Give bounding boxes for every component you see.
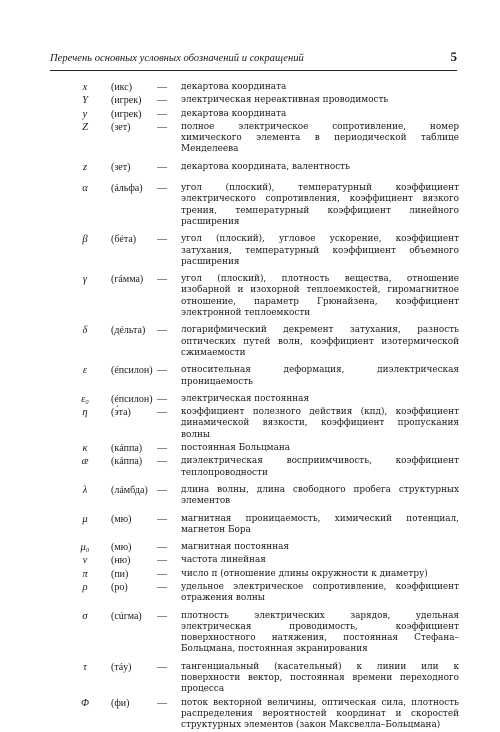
symbol-name: (сúгма): [111, 610, 142, 622]
list-item: [50, 274, 460, 319]
dash: —: [157, 274, 167, 286]
list-item: [50, 555, 460, 566]
symbol-name: (лáмбда): [111, 484, 148, 496]
symbol-name: (зет): [111, 121, 131, 133]
dash: —: [157, 568, 167, 580]
symbol-name: (гáмма): [111, 274, 144, 286]
symbol-name: (éпсилон): [111, 393, 153, 405]
header-rule: [50, 70, 457, 71]
list-item: [50, 662, 460, 696]
symbol-list: [50, 82, 460, 732]
symbol: ν: [82, 555, 88, 567]
symbol: δ: [82, 325, 88, 337]
definition: декартова координата: [181, 82, 287, 92]
symbol-name: (éпсилон): [111, 365, 153, 377]
symbol: z: [82, 161, 88, 173]
list-item: [50, 325, 460, 359]
definition: удельное электрическое сопротивление, коэффициент отражения волны: [181, 581, 459, 604]
dash: —: [157, 234, 167, 246]
definition: полное электрическое сопротивление, номер химического элемента в периодической таблице Менделеева: [181, 121, 459, 155]
symbol: ε₀: [81, 393, 89, 405]
symbol-name: (игрек): [111, 108, 142, 120]
definition: угол (плоский), угловое ускорение, коэффициент затухания, температурный коэффициент объемного расширения: [181, 234, 459, 267]
symbol-name: (мю): [111, 513, 132, 525]
symbol-name: (мю): [111, 542, 132, 554]
symbol-name: (ро): [111, 581, 128, 593]
header-title: Перечень основных условных обозначений и сокращений: [50, 53, 304, 64]
dash: —: [157, 581, 167, 593]
definition: магнитная постоянная: [181, 542, 290, 553]
symbol-name: (фи): [111, 697, 130, 709]
dash: —: [157, 697, 167, 709]
dash: —: [157, 513, 167, 525]
dash: —: [157, 393, 167, 405]
symbol: β: [82, 234, 88, 246]
list-item: [50, 542, 460, 553]
symbol: Y: [82, 95, 88, 107]
list-item: [50, 183, 460, 228]
page-number: 5: [450, 49, 457, 64]
list-item: [50, 582, 460, 605]
definition: плотность электрических зарядов, удельная электрическая проводимость, коэффициент поверхностного натяжения, постоянная Стефана–Больцмана, постоянная экранирования: [181, 610, 459, 655]
list-item: [50, 407, 460, 441]
list-item: [50, 109, 460, 120]
symbol-name: (э́та): [111, 407, 131, 419]
dash: —: [157, 542, 167, 554]
list-item: [50, 122, 460, 156]
symbol-name: (ню): [111, 555, 131, 567]
symbol: κ: [82, 443, 88, 455]
definition: магнитная проницаемость, химический потенциал, магнетон Бора: [181, 513, 459, 535]
dash: —: [157, 610, 167, 622]
definition: электрическая нереактивная проводимость: [181, 95, 389, 106]
definition: относительная деформация, диэлектрическая проницаемость: [181, 365, 459, 387]
definition: диэлектрическая восприимчивость, коэффициент теплопроводности: [181, 456, 459, 478]
dash: —: [157, 456, 167, 468]
dash: —: [157, 325, 167, 337]
symbol: μ: [82, 513, 88, 525]
symbol-name: (áльфа): [111, 183, 143, 195]
definition: тангенциальный (касательный) к линии или к поверхности вектор, постоянная времени переходного процесса: [181, 661, 459, 695]
list-item: [50, 485, 460, 508]
definition: угол (плоский), плотность вещества, отношение изобарной и изохорной теплоемкостей, гиромагнитное отношение, параметр Грюнайзена, коэффициент электронной теплоемкости: [181, 274, 459, 319]
dash: —: [157, 443, 167, 455]
list-item: [50, 162, 460, 173]
definition: коэффициент полезного действия (кпд), коэффициент динамической вязкости, коэффициент пропускания волны: [181, 407, 459, 440]
symbol-name: (пи): [111, 568, 129, 580]
list-item: [50, 698, 460, 732]
dash: —: [157, 95, 167, 107]
symbol: Z: [82, 121, 88, 133]
dash: —: [157, 555, 167, 567]
definition: электрическая постоянная: [181, 393, 310, 404]
definition: декартова координата: [181, 108, 287, 119]
symbol: ρ: [82, 581, 88, 593]
list-item: [50, 456, 460, 479]
symbol: λ: [82, 484, 88, 496]
dash: —: [157, 183, 167, 195]
symbol: η: [82, 407, 88, 419]
definition: постоянная Больцмана: [181, 443, 291, 454]
symbol-name: (зет): [111, 161, 131, 173]
list-item: [50, 514, 460, 537]
symbol: y: [82, 108, 88, 120]
symbol: π: [82, 568, 88, 580]
definition: длина волны, длина свободного пробега структурных элементов: [181, 484, 459, 507]
definition: число π (отношение длины окружности к диаметру): [181, 568, 428, 579]
list-item: [50, 443, 460, 454]
symbol: ε: [82, 365, 88, 377]
symbol-name: (дéльта): [111, 325, 146, 337]
symbol-name: (кáппа): [111, 443, 143, 455]
symbol-name: (кáппа): [111, 456, 143, 468]
symbol: Φ: [81, 697, 89, 709]
running-header: [50, 49, 457, 68]
symbol-name: (бéта): [111, 234, 137, 246]
definition: угол (плоский), температурный коэффициент электрического сопротивления, коэффициент вязкого трения, температурный коэффициент линейного расширения: [181, 183, 459, 227]
dash: —: [157, 121, 167, 133]
dash: —: [157, 661, 167, 673]
symbol-name: (икс): [111, 82, 133, 93]
symbol: τ: [83, 661, 87, 673]
dash: —: [157, 82, 167, 93]
definition: частота линейная: [181, 555, 266, 566]
list-item: [50, 394, 460, 405]
dash: —: [157, 484, 167, 496]
list-item: [50, 611, 460, 656]
dash: —: [157, 407, 167, 419]
definition: поток векторной величины, оптическая сила, плотность распределения вероятностей координат и скоростей структурных элементов (закон Максвелла–Больцмана): [181, 697, 459, 731]
symbol: σ: [82, 610, 88, 622]
definition: логарифмический декремент затухания, разность оптических путей волн, коэффициент изотермической сжимаемости: [181, 325, 459, 358]
definition: декартова координата, валентность: [181, 161, 350, 172]
symbol-name: (тáу): [111, 661, 132, 673]
dash: —: [157, 108, 167, 120]
list-item: [50, 365, 460, 388]
list-item: [50, 95, 460, 106]
dash: —: [157, 161, 167, 173]
symbol: α: [82, 183, 88, 195]
symbol-name: (игрек): [111, 95, 142, 107]
dash: —: [157, 365, 167, 377]
symbol: x: [82, 82, 88, 93]
symbol: γ: [82, 274, 88, 286]
symbol: μ₀: [80, 542, 90, 554]
symbol: æ: [81, 456, 89, 468]
list-item: [50, 569, 460, 580]
list-item: [50, 82, 460, 93]
list-item: [50, 234, 460, 268]
